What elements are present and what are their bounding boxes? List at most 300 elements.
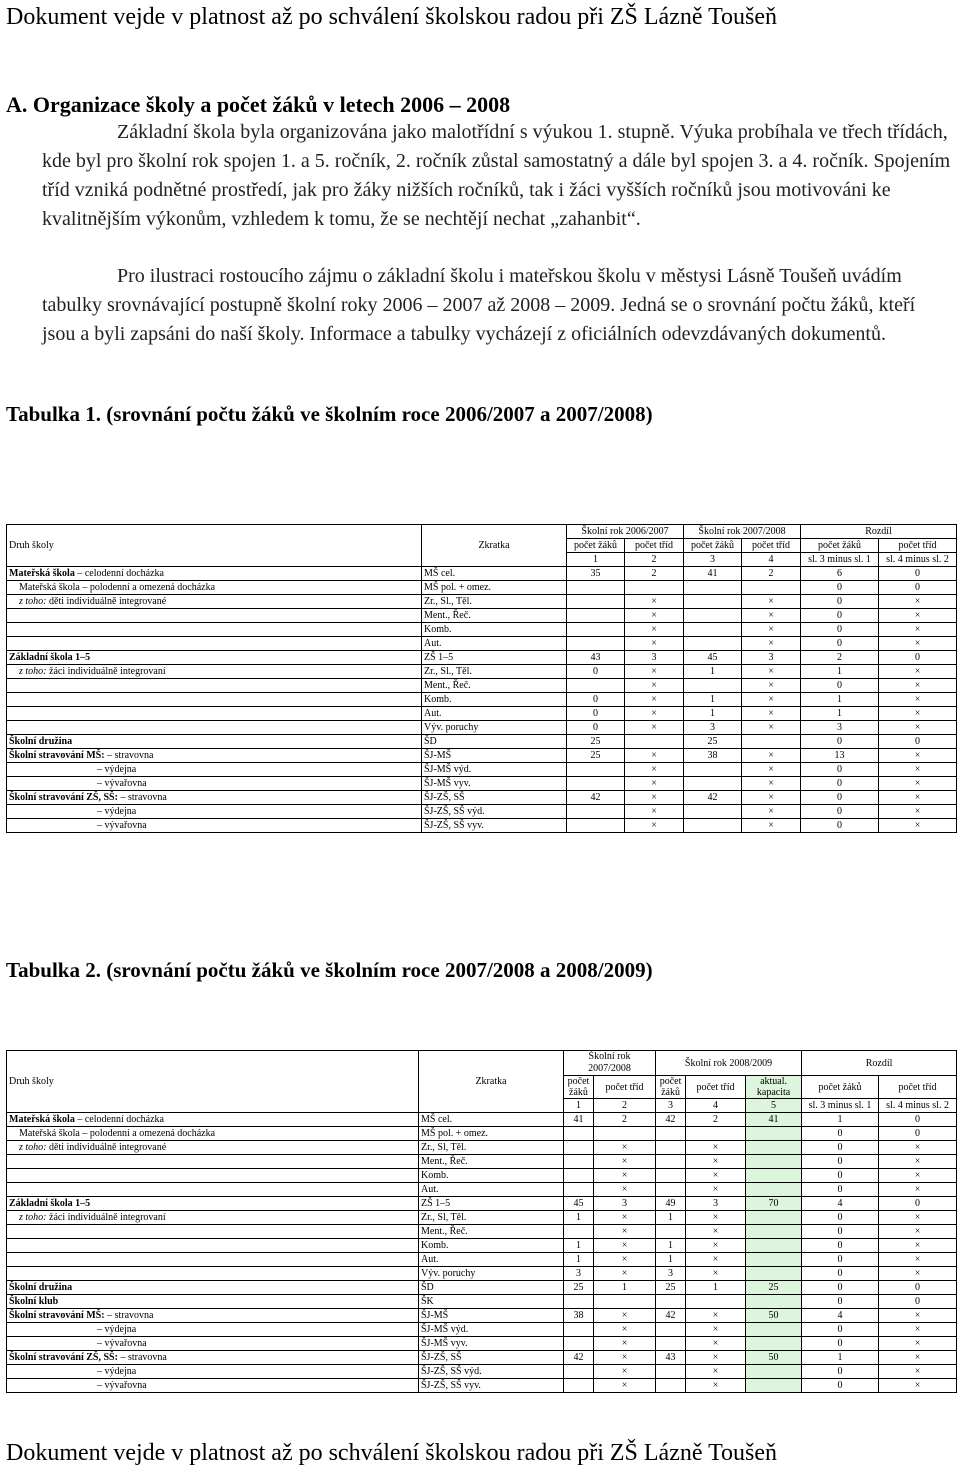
row-label [7, 581, 422, 595]
row-value: 41 [746, 1113, 802, 1127]
row-value: 0 [567, 707, 625, 721]
table2-colnum: sl. 3 minus sl. 1 [802, 1099, 879, 1113]
row-value [746, 1337, 802, 1351]
row-value: × [879, 721, 957, 735]
row-value: 42 [684, 791, 742, 805]
row-value: × [594, 1155, 656, 1169]
row-value [564, 1141, 594, 1155]
row-label-strong: Školní klub [9, 1296, 59, 1307]
row-value [564, 1225, 594, 1239]
row-label [7, 1211, 419, 1225]
table1-header-cell: počet tříd [879, 539, 957, 553]
table1-colnum: 1 [567, 553, 625, 567]
row-value: × [742, 679, 801, 693]
row-zkratka: MŠ pol. + omez. [419, 1127, 564, 1141]
row-value [686, 1295, 746, 1309]
row-label [7, 1267, 419, 1281]
table2-colnum: sl. 4 minus sl. 2 [879, 1099, 957, 1113]
row-zkratka: Zr., Sl., Těl. [422, 665, 567, 679]
row-value [567, 637, 625, 651]
row-value [746, 1253, 802, 1267]
row-label [7, 763, 422, 777]
row-label-text: děti individuálně integrované [46, 596, 167, 607]
row-value [656, 1379, 686, 1393]
row-label-text: – vývařovna [97, 820, 147, 831]
row-value: 0 [879, 1127, 957, 1141]
row-zkratka: Komb. [422, 693, 567, 707]
row-label-strong: Školní stravování MŠ: [9, 1310, 105, 1321]
row-value: 50 [746, 1351, 802, 1365]
row-value: × [879, 665, 957, 679]
row-value: 0 [802, 1323, 879, 1337]
row-label [7, 791, 422, 805]
row-value: 25 [564, 1281, 594, 1295]
row-value [746, 1225, 802, 1239]
row-value: 0 [802, 1225, 879, 1239]
table-row [7, 1281, 957, 1295]
row-value: 41 [564, 1113, 594, 1127]
row-value: 42 [564, 1351, 594, 1365]
row-zkratka: ŠJ-ZŠ, SŠ [419, 1351, 564, 1365]
row-label [7, 735, 422, 749]
table-row [7, 581, 957, 595]
page-footer: Dokument vejde v platnost až po schválení školskou radou při ZŠ Lázně Toušeň [6, 1440, 778, 1466]
row-value: 1 [801, 665, 879, 679]
row-value [742, 735, 801, 749]
table-row [7, 595, 957, 609]
row-label [7, 623, 422, 637]
row-label [7, 805, 422, 819]
row-value: 0 [879, 1113, 957, 1127]
table-row [7, 763, 957, 777]
row-value: 0 [802, 1295, 879, 1309]
row-value: 0 [801, 581, 879, 595]
row-value: × [686, 1267, 746, 1281]
row-value: 1 [802, 1351, 879, 1365]
row-value [684, 763, 742, 777]
row-zkratka: ZŠ 1–5 [419, 1197, 564, 1211]
row-value [564, 1183, 594, 1197]
row-zkratka: ŠK [419, 1295, 564, 1309]
row-value: 45 [684, 651, 742, 665]
row-zkratka: Komb. [422, 623, 567, 637]
table-row [7, 1253, 957, 1267]
row-label-prefix: z toho: [19, 1212, 47, 1223]
row-label [7, 749, 422, 763]
row-value: × [742, 777, 801, 791]
row-value: × [879, 1309, 957, 1323]
row-label [7, 595, 422, 609]
row-value: × [625, 595, 684, 609]
table2-header-cell: počet tříd [879, 1076, 957, 1099]
table2-header-zkratka: Zkratka [419, 1051, 564, 1113]
row-label-text: – celodenní docházka [74, 1114, 164, 1125]
row-zkratka: Komb. [419, 1239, 564, 1253]
row-label-strong: Školní stravování MŠ: [9, 750, 105, 761]
row-value: 2 [594, 1113, 656, 1127]
row-value: 0 [801, 637, 879, 651]
row-value [746, 1323, 802, 1337]
row-value: × [686, 1141, 746, 1155]
table-row [7, 1365, 957, 1379]
row-label-strong: Školní stravování ZŠ, SŠ: [9, 1352, 118, 1363]
row-value: × [686, 1337, 746, 1351]
table2-header-cell: počet žáků [656, 1076, 686, 1099]
table-row [7, 1169, 957, 1183]
row-value: × [879, 749, 957, 763]
row-value: × [594, 1141, 656, 1155]
table-row [7, 567, 957, 581]
table2-header-rozdil: Rozdíl [802, 1051, 957, 1076]
row-value: × [879, 777, 957, 791]
row-value: × [686, 1365, 746, 1379]
row-label [7, 1323, 419, 1337]
table-row [7, 749, 957, 763]
row-value: × [879, 1365, 957, 1379]
table2-header-year2: Školní rok 2008/2009 [656, 1051, 802, 1076]
table2-header-cell: počet žáků [802, 1076, 879, 1099]
row-zkratka: MŠ cel. [422, 567, 567, 581]
row-value: 25 [567, 735, 625, 749]
row-value [656, 1183, 686, 1197]
row-zkratka: ŠJ-ZŠ, SŠ [422, 791, 567, 805]
row-label-text: Mateřská škola – polodenní a omezená docházka [19, 1128, 216, 1139]
row-zkratka: ŠJ-MŠ [422, 749, 567, 763]
row-value: 0 [879, 1281, 957, 1295]
row-value: × [625, 623, 684, 637]
row-value: 0 [802, 1141, 879, 1155]
row-value: 25 [684, 735, 742, 749]
row-value [564, 1127, 594, 1141]
row-value: × [879, 707, 957, 721]
row-value: × [625, 805, 684, 819]
table-row [7, 819, 957, 833]
section-title: A. Organizace školy a počet žáků v letech 2006 – 2008 [6, 92, 511, 117]
row-value: 0 [802, 1127, 879, 1141]
row-zkratka: ŠJ-MŠ výd. [422, 763, 567, 777]
row-zkratka: ŠJ-MŠ [419, 1309, 564, 1323]
table-row [7, 707, 957, 721]
row-value: × [879, 1225, 957, 1239]
table2-colnum: 3 [656, 1099, 686, 1113]
row-value [746, 1211, 802, 1225]
row-value: × [625, 693, 684, 707]
table-row [7, 1113, 957, 1127]
row-value: 0 [801, 735, 879, 749]
table-row [7, 791, 957, 805]
row-value: 4 [802, 1309, 879, 1323]
row-value [594, 1295, 656, 1309]
row-value: 1 [684, 665, 742, 679]
row-zkratka: Aut. [422, 637, 567, 651]
row-value: × [625, 749, 684, 763]
row-value: × [879, 1155, 957, 1169]
table2-colnum: 1 [564, 1099, 594, 1113]
table1-colnum: 3 [684, 553, 742, 567]
row-zkratka: Ment., Řeč. [422, 679, 567, 693]
row-value [656, 1141, 686, 1155]
row-value: 4 [802, 1197, 879, 1211]
table1-body [7, 567, 957, 833]
table1-header-cell: počet tříd [625, 539, 684, 553]
table-row [7, 1295, 957, 1309]
table-row [7, 777, 957, 791]
row-value: 49 [656, 1197, 686, 1211]
row-zkratka: ŠJ-ZŠ, SŠ výd. [419, 1365, 564, 1379]
row-value: 1 [564, 1239, 594, 1253]
row-zkratka: Aut. [419, 1183, 564, 1197]
table2-header-druh: Druh školy [7, 1051, 419, 1113]
row-value: 0 [802, 1267, 879, 1281]
row-value: 42 [567, 791, 625, 805]
table-row [7, 1323, 957, 1337]
row-value: 0 [567, 721, 625, 735]
table1-header-druh: Druh školy [7, 525, 422, 567]
row-value: × [879, 1337, 957, 1351]
row-value [684, 623, 742, 637]
row-label-text: – vývařovna [97, 778, 147, 789]
row-zkratka: Výv. poruchy [422, 721, 567, 735]
row-label-strong: Školní stravování ZŠ, SŠ: [9, 792, 118, 803]
row-zkratka: Zr., Sl, Těl. [419, 1211, 564, 1225]
row-value [564, 1379, 594, 1393]
table1-colnum: 4 [742, 553, 801, 567]
row-label [7, 1253, 419, 1267]
row-value [656, 1169, 686, 1183]
row-value: × [594, 1169, 656, 1183]
row-zkratka: Výv. poruchy [419, 1267, 564, 1281]
row-value [564, 1323, 594, 1337]
table-row [7, 1337, 957, 1351]
row-value: × [686, 1225, 746, 1239]
row-label-text: – stravovna [104, 750, 154, 761]
table1-header-cell: počet žáků [567, 539, 625, 553]
table-row [7, 623, 957, 637]
row-label [7, 651, 422, 665]
table1-colnum: 2 [625, 553, 684, 567]
row-value: 25 [746, 1281, 802, 1295]
table-row [7, 1239, 957, 1253]
row-value: 0 [879, 567, 957, 581]
row-label-strong: Základní škola 1–5 [9, 652, 91, 663]
table-row [7, 721, 957, 735]
row-label-strong: Školní družina [9, 1282, 73, 1293]
row-value: × [594, 1239, 656, 1253]
row-value: 0 [801, 623, 879, 637]
table-row [7, 1225, 957, 1239]
row-label [7, 1197, 419, 1211]
row-value: × [742, 623, 801, 637]
row-value: 35 [567, 567, 625, 581]
row-value: 45 [564, 1197, 594, 1211]
row-value: 0 [879, 1197, 957, 1211]
row-value: 25 [656, 1281, 686, 1295]
row-value: 3 [564, 1267, 594, 1281]
row-value [564, 1365, 594, 1379]
row-value: 0 [567, 665, 625, 679]
row-value: × [879, 805, 957, 819]
table2-colnum: 5 [746, 1099, 802, 1113]
row-value: 0 [802, 1183, 879, 1197]
row-value [567, 777, 625, 791]
row-zkratka: ŠJ-ZŠ, SŠ vyv. [419, 1379, 564, 1393]
row-zkratka: Ment., Řeč. [419, 1155, 564, 1169]
table2-header-year1: Školní rok 2007/2008 [564, 1051, 656, 1076]
row-label-text: – celodenní docházka [74, 568, 164, 579]
table-row [7, 1127, 957, 1141]
row-value [567, 819, 625, 833]
row-label [7, 665, 422, 679]
table1-caption: Tabulka 1. (srovnání počtu žáků ve školním roce 2006/2007 a 2007/2008) [6, 402, 653, 426]
table1-header-rozdil: Rozdíl [801, 525, 957, 539]
row-value: × [879, 679, 957, 693]
row-value: × [742, 791, 801, 805]
row-value: × [686, 1323, 746, 1337]
row-value [625, 581, 684, 595]
row-label [7, 637, 422, 651]
row-zkratka: Ment., Řeč. [422, 609, 567, 623]
row-label [7, 1113, 419, 1127]
table-row [7, 1197, 957, 1211]
row-value: 0 [802, 1211, 879, 1225]
row-label [7, 707, 422, 721]
table2-colnum: 4 [686, 1099, 746, 1113]
row-value: × [879, 791, 957, 805]
table-row [7, 1155, 957, 1169]
row-label [7, 1127, 419, 1141]
row-label [7, 1281, 419, 1295]
row-value: 3 [801, 721, 879, 735]
table1-header-year1: Školní rok 2006/2007 [567, 525, 684, 539]
row-value: 0 [801, 609, 879, 623]
row-value: × [686, 1211, 746, 1225]
row-value: × [625, 763, 684, 777]
row-value: × [686, 1351, 746, 1365]
row-value: × [594, 1253, 656, 1267]
row-zkratka: ŠD [419, 1281, 564, 1295]
row-value: × [594, 1183, 656, 1197]
row-value: 1 [564, 1253, 594, 1267]
row-label [7, 679, 422, 693]
row-zkratka: MŠ pol. + omez. [422, 581, 567, 595]
row-zkratka: ŠJ-ZŠ, SŠ výd. [422, 805, 567, 819]
row-label-strong: Mateřská škola [9, 568, 75, 579]
row-value: × [879, 819, 957, 833]
row-value: × [879, 637, 957, 651]
row-value: × [686, 1379, 746, 1393]
paragraph-1: Základní škola byla organizována jako malotřídní s výukou 1. stupně. Výuka probíhala ve třech třídách, kde byl pro školní rok spojen 1. a 5. ročník, 2. ročník zůstal samostatný a dále byl spojen 3. a 4. ročník. Spojením tříd vzniká podnětné prostředí, jak pro žáky nižších ročníků, tak i žáci vyšších ročníků jsou motivováni ke kvalitnějším výkonům, vzhledem k tomu, že se nechtějí nechat „zahanbit“. [42, 121, 951, 230]
row-label-prefix: z toho: [19, 596, 47, 607]
row-value: × [879, 1183, 957, 1197]
row-value: × [594, 1211, 656, 1225]
row-value [567, 623, 625, 637]
table-row [7, 679, 957, 693]
row-value: × [625, 665, 684, 679]
row-value [656, 1323, 686, 1337]
row-label [7, 1155, 419, 1169]
row-value [684, 637, 742, 651]
row-value: × [594, 1337, 656, 1351]
table-row [7, 1211, 957, 1225]
row-value [684, 805, 742, 819]
row-value: × [594, 1267, 656, 1281]
row-value: × [742, 749, 801, 763]
row-label [7, 609, 422, 623]
row-value: × [879, 693, 957, 707]
row-value: × [879, 1239, 957, 1253]
row-zkratka: MŠ cel. [419, 1113, 564, 1127]
row-value: 0 [879, 1295, 957, 1309]
table-row [7, 637, 957, 651]
row-label-prefix: z toho: [19, 1142, 47, 1153]
row-label-text: – výdejna [97, 1324, 137, 1335]
row-value: × [686, 1155, 746, 1169]
row-value [656, 1155, 686, 1169]
row-value: × [594, 1365, 656, 1379]
row-value [746, 1365, 802, 1379]
row-value: 0 [802, 1379, 879, 1393]
row-value: × [686, 1309, 746, 1323]
table1-colnum: sl. 3 minus sl. 1 [801, 553, 879, 567]
row-value: 2 [742, 567, 801, 581]
row-value [684, 581, 742, 595]
row-value [742, 581, 801, 595]
row-label [7, 1365, 419, 1379]
row-value: × [594, 1225, 656, 1239]
row-value [746, 1183, 802, 1197]
table-row [7, 665, 957, 679]
row-value [567, 763, 625, 777]
row-value: 13 [801, 749, 879, 763]
row-value [746, 1141, 802, 1155]
row-zkratka: Zr., Sl., Těl. [422, 595, 567, 609]
table1 [6, 524, 957, 833]
row-label [7, 777, 422, 791]
row-label [7, 1309, 419, 1323]
table-row [7, 1267, 957, 1281]
row-value: × [879, 1267, 957, 1281]
row-value [746, 1155, 802, 1169]
row-label-prefix: z toho: [19, 666, 47, 677]
row-label-text: – výdejna [97, 806, 137, 817]
table1-header-cell: počet tříd [742, 539, 801, 553]
row-value: 1 [802, 1113, 879, 1127]
row-value: 0 [802, 1253, 879, 1267]
row-value: × [742, 721, 801, 735]
row-zkratka: ŠJ-ZŠ, SŠ vyv. [422, 819, 567, 833]
row-value: 0 [802, 1155, 879, 1169]
row-zkratka: ŠJ-MŠ výd. [419, 1323, 564, 1337]
row-value: × [625, 777, 684, 791]
table-row [7, 693, 957, 707]
row-value: × [879, 595, 957, 609]
row-value: 0 [801, 763, 879, 777]
row-value: × [879, 1253, 957, 1267]
row-label [7, 1351, 419, 1365]
row-label [7, 1337, 419, 1351]
row-value: 3 [594, 1197, 656, 1211]
row-value: × [686, 1253, 746, 1267]
row-value: × [742, 665, 801, 679]
row-value: 2 [625, 567, 684, 581]
row-value: 43 [656, 1351, 686, 1365]
row-value: 3 [656, 1267, 686, 1281]
row-value: 3 [742, 651, 801, 665]
row-value: 1 [656, 1239, 686, 1253]
table2 [6, 1050, 957, 1393]
row-label-text: Mateřská škola – polodenní a omezená docházka [19, 582, 216, 593]
row-value: × [879, 763, 957, 777]
